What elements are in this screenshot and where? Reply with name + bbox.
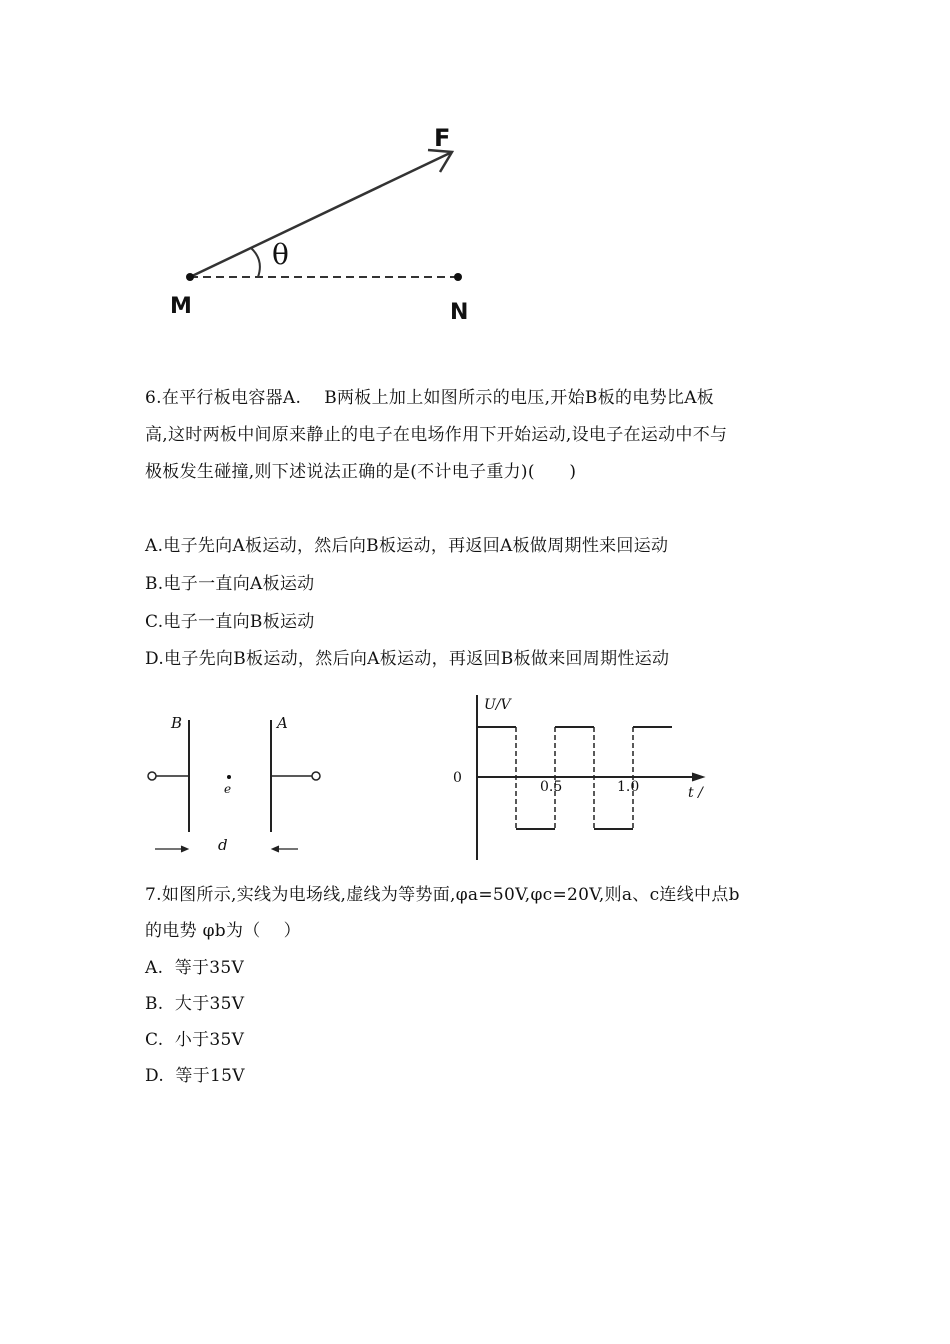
force-label-f: F	[434, 124, 451, 152]
u-axis-label: U/V	[484, 697, 511, 713]
q6-stem-line-1: 6.在平行板电容器A. B两板上加上如图所示的电压,开始B板的电势比A板	[145, 388, 715, 408]
electron-label: e	[224, 782, 232, 796]
q7-stem-line-1: 7.如图所示,实线为电场线,虚线为等势面,φa=50V,φc=20V,则a、c连线中点b	[145, 885, 740, 905]
angle-arc	[251, 248, 260, 277]
point-label-m: M	[170, 294, 192, 319]
terminal-b	[148, 772, 156, 780]
plate-label-a: A	[277, 714, 288, 732]
q7-stem-line-2: 的电势 φb为（ ）	[145, 921, 301, 941]
q6-option-c: C.电子一直向B板运动	[145, 612, 315, 632]
gap-label-d: d	[218, 836, 228, 854]
tick-label-1-0: 1.0	[617, 779, 640, 795]
q7-option-a: A. 等于35V	[145, 958, 245, 978]
q7-option-b: B. 大于35V	[145, 994, 245, 1014]
tick-label-0-5: 0.5	[540, 779, 563, 795]
q6-stem-line-2: 高,这时两板中间原来静止的电子在电场作用下开始运动,设电子在运动中不与	[145, 425, 728, 445]
capacitor-diagram	[140, 700, 340, 870]
q6-option-d: D.电子先向B板运动，然后向A板运动，再返回B板做来回周期性运动	[145, 649, 670, 669]
q7-option-d: D. 等于15V	[145, 1066, 245, 1086]
point-label-n: N	[450, 300, 469, 325]
voltage-graph	[440, 690, 720, 865]
gap-arrowhead-right	[272, 846, 279, 852]
force-vector-line	[190, 153, 450, 277]
t-axis-arrowhead	[692, 773, 704, 781]
point-m	[186, 273, 194, 281]
electron-dot	[227, 775, 231, 779]
t-axis-label: t /	[688, 785, 703, 801]
origin-label: 0	[453, 770, 462, 786]
q6-option-b: B.电子一直向A板运动	[145, 574, 315, 594]
plate-label-b: B	[171, 714, 183, 732]
q7-option-c: C. 小于35V	[145, 1030, 245, 1050]
q6-stem-line-3: 极板发生碰撞,则下述说法正确的是(不计电子重力)( )	[145, 462, 577, 482]
terminal-a	[312, 772, 320, 780]
angle-label-theta: θ	[272, 238, 289, 271]
point-n	[454, 273, 462, 281]
q6-option-a: A.电子先向A板运动，然后向B板运动，再返回A板做周期性来回运动	[145, 536, 669, 556]
gap-arrowhead-left	[181, 846, 188, 852]
